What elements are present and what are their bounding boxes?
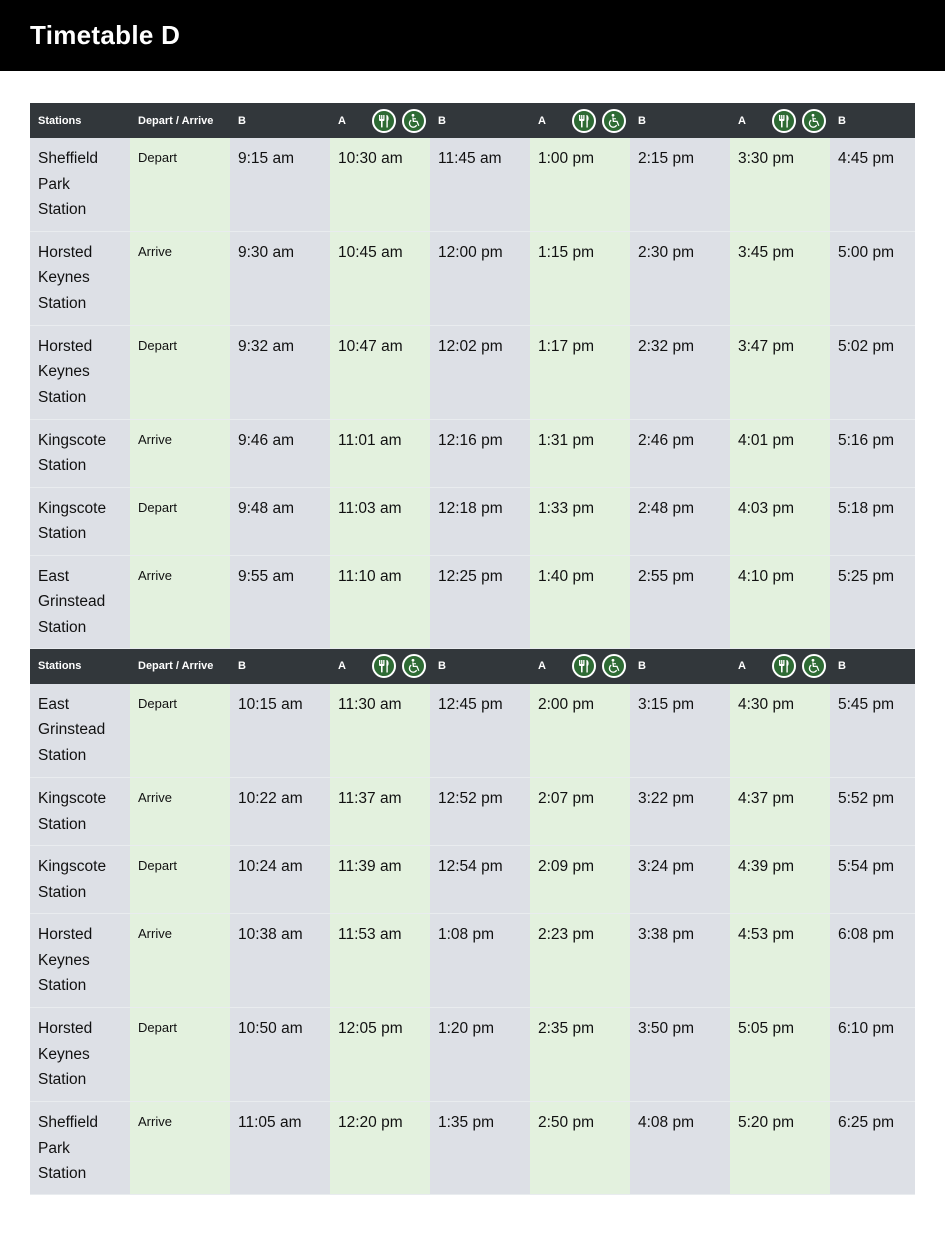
- time-cell: 2:30 pm: [630, 231, 730, 325]
- time-cell: 10:45 am: [330, 231, 430, 325]
- time-cell: 12:20 pm: [330, 1102, 430, 1195]
- table-row: [30, 325, 915, 419]
- cutlery-icon: [572, 109, 596, 133]
- service-letter: A: [538, 114, 546, 127]
- time-cell: 1:20 pm: [430, 1008, 530, 1102]
- table-row: [30, 555, 915, 648]
- cutlery-icon: [772, 654, 796, 678]
- table-row: [30, 914, 915, 1008]
- time-cell: 12:54 pm: [430, 846, 530, 914]
- time-cell: 11:37 am: [330, 778, 430, 846]
- service-letter: A: [338, 660, 346, 672]
- table-row: [30, 1008, 915, 1102]
- depart-arrive-label: Depart: [130, 846, 230, 914]
- header-stations: Stations: [38, 114, 82, 127]
- time-cell: 12:25 pm: [430, 555, 530, 648]
- station-name: Kingscote Station: [30, 778, 130, 846]
- depart-arrive-label: Arrive: [130, 555, 230, 648]
- time-cell: 12:02 pm: [430, 325, 530, 419]
- time-cell: 5:02 pm: [830, 325, 915, 419]
- header-service: [330, 103, 430, 138]
- station-name: Horsted Keynes Station: [30, 325, 130, 419]
- time-cell: 1:17 pm: [530, 325, 630, 419]
- time-cell: 10:47 am: [330, 325, 430, 419]
- service-letter: B: [438, 114, 446, 127]
- station-name: Kingscote Station: [30, 419, 130, 487]
- time-cell: 2:46 pm: [630, 419, 730, 487]
- cutlery-icon: [372, 109, 396, 133]
- time-cell: 4:39 pm: [730, 846, 830, 914]
- time-cell: 4:08 pm: [630, 1102, 730, 1195]
- time-cell: 11:45 am: [430, 138, 530, 231]
- depart-arrive-label: Depart: [130, 1008, 230, 1102]
- station-name: Horsted Keynes Station: [30, 914, 130, 1008]
- time-cell: 12:00 pm: [430, 231, 530, 325]
- depart-arrive-label: Depart: [130, 487, 230, 555]
- time-cell: 1:31 pm: [530, 419, 630, 487]
- timetable-table: [30, 103, 915, 649]
- time-cell: 5:18 pm: [830, 487, 915, 555]
- depart-arrive-label: Depart: [130, 138, 230, 231]
- table-row: [30, 231, 915, 325]
- time-cell: 10:24 am: [230, 846, 330, 914]
- time-cell: 9:48 am: [230, 487, 330, 555]
- time-cell: 4:37 pm: [730, 778, 830, 846]
- depart-arrive-label: Arrive: [130, 419, 230, 487]
- timetable-table: [30, 649, 915, 1196]
- time-cell: 2:32 pm: [630, 325, 730, 419]
- time-cell: 4:53 pm: [730, 914, 830, 1008]
- header-service: [730, 103, 830, 138]
- header-service: [330, 649, 430, 684]
- time-cell: 5:54 pm: [830, 846, 915, 914]
- header-service: [830, 649, 915, 684]
- header-depart-arrive: Depart / Arrive: [138, 660, 214, 672]
- page-header: [0, 0, 945, 71]
- service-letter: B: [438, 660, 446, 672]
- time-cell: 2:50 pm: [530, 1102, 630, 1195]
- wheelchair-icon: [602, 654, 626, 678]
- header-service: [530, 649, 630, 684]
- service-letter: B: [838, 660, 846, 672]
- time-cell: 10:22 am: [230, 778, 330, 846]
- service-letter: B: [638, 114, 646, 127]
- station-name: East Grinstead Station: [30, 684, 130, 778]
- time-cell: 5:20 pm: [730, 1102, 830, 1195]
- time-cell: 12:05 pm: [330, 1008, 430, 1102]
- table-row: [30, 138, 915, 231]
- table-row: [30, 487, 915, 555]
- time-cell: 1:08 pm: [430, 914, 530, 1008]
- time-cell: 5:00 pm: [830, 231, 915, 325]
- time-cell: 3:22 pm: [630, 778, 730, 846]
- time-cell: 3:45 pm: [730, 231, 830, 325]
- station-name: Kingscote Station: [30, 846, 130, 914]
- time-cell: 5:05 pm: [730, 1008, 830, 1102]
- time-cell: 1:00 pm: [530, 138, 630, 231]
- service-letter: A: [738, 660, 746, 672]
- header-service: [630, 649, 730, 684]
- depart-arrive-label: Arrive: [130, 778, 230, 846]
- time-cell: 2:09 pm: [530, 846, 630, 914]
- time-cell: 4:03 pm: [730, 487, 830, 555]
- service-letter: A: [338, 114, 346, 127]
- time-cell: 4:45 pm: [830, 138, 915, 231]
- service-letter: B: [838, 114, 846, 127]
- header-service: [230, 103, 330, 138]
- time-cell: 3:50 pm: [630, 1008, 730, 1102]
- time-cell: 2:15 pm: [630, 138, 730, 231]
- time-cell: 1:35 pm: [430, 1102, 530, 1195]
- depart-arrive-label: Arrive: [130, 231, 230, 325]
- header-depart-arrive: Depart / Arrive: [138, 114, 214, 127]
- time-cell: 1:33 pm: [530, 487, 630, 555]
- time-cell: 12:18 pm: [430, 487, 530, 555]
- time-cell: 9:30 am: [230, 231, 330, 325]
- station-name: Sheffield Park Station: [30, 1102, 130, 1195]
- time-cell: 3:24 pm: [630, 846, 730, 914]
- table-row: [30, 419, 915, 487]
- header-service: [230, 649, 330, 684]
- table-header-row: [30, 649, 915, 684]
- time-cell: 2:55 pm: [630, 555, 730, 648]
- time-cell: 6:10 pm: [830, 1008, 915, 1102]
- time-cell: 5:52 pm: [830, 778, 915, 846]
- wheelchair-icon: [802, 654, 826, 678]
- time-cell: 12:52 pm: [430, 778, 530, 846]
- time-cell: 11:53 am: [330, 914, 430, 1008]
- station-name: Sheffield Park Station: [30, 138, 130, 231]
- header-service: [730, 649, 830, 684]
- time-cell: 2:00 pm: [530, 684, 630, 778]
- time-cell: 3:15 pm: [630, 684, 730, 778]
- time-cell: 3:38 pm: [630, 914, 730, 1008]
- wheelchair-icon: [402, 109, 426, 133]
- time-cell: 6:08 pm: [830, 914, 915, 1008]
- time-cell: 2:23 pm: [530, 914, 630, 1008]
- header-service: [830, 103, 915, 138]
- cutlery-icon: [772, 109, 796, 133]
- time-cell: 1:15 pm: [530, 231, 630, 325]
- time-cell: 5:16 pm: [830, 419, 915, 487]
- time-cell: 5:25 pm: [830, 555, 915, 648]
- wheelchair-icon: [402, 654, 426, 678]
- time-cell: 11:01 am: [330, 419, 430, 487]
- service-letter: A: [538, 660, 546, 672]
- time-cell: 3:30 pm: [730, 138, 830, 231]
- header-service: [430, 103, 530, 138]
- time-cell: 11:05 am: [230, 1102, 330, 1195]
- table-header-row: [30, 103, 915, 138]
- time-cell: 10:50 am: [230, 1008, 330, 1102]
- time-cell: 12:45 pm: [430, 684, 530, 778]
- time-cell: 9:55 am: [230, 555, 330, 648]
- time-cell: 5:45 pm: [830, 684, 915, 778]
- table-row: [30, 778, 915, 846]
- time-cell: 6:25 pm: [830, 1102, 915, 1195]
- time-cell: 4:01 pm: [730, 419, 830, 487]
- cutlery-icon: [572, 654, 596, 678]
- time-cell: 2:07 pm: [530, 778, 630, 846]
- timetable-container: [30, 103, 915, 1195]
- time-cell: 9:46 am: [230, 419, 330, 487]
- depart-arrive-label: Arrive: [130, 1102, 230, 1195]
- time-cell: 11:30 am: [330, 684, 430, 778]
- station-name: East Grinstead Station: [30, 555, 130, 648]
- table-row: [30, 846, 915, 914]
- time-cell: 11:10 am: [330, 555, 430, 648]
- time-cell: 12:16 pm: [430, 419, 530, 487]
- header-stations: Stations: [38, 660, 82, 672]
- time-cell: 9:32 am: [230, 325, 330, 419]
- time-cell: 10:30 am: [330, 138, 430, 231]
- wheelchair-icon: [802, 109, 826, 133]
- service-letter: B: [238, 660, 246, 672]
- time-cell: 11:03 am: [330, 487, 430, 555]
- header-service: [430, 649, 530, 684]
- time-cell: 11:39 am: [330, 846, 430, 914]
- time-cell: 10:38 am: [230, 914, 330, 1008]
- page-title: Timetable D: [30, 20, 181, 50]
- station-name: Kingscote Station: [30, 487, 130, 555]
- time-cell: 4:10 pm: [730, 555, 830, 648]
- table-row: [30, 1102, 915, 1195]
- time-cell: 9:15 am: [230, 138, 330, 231]
- station-name: Horsted Keynes Station: [30, 1008, 130, 1102]
- time-cell: 2:35 pm: [530, 1008, 630, 1102]
- time-cell: 4:30 pm: [730, 684, 830, 778]
- time-cell: 3:47 pm: [730, 325, 830, 419]
- header-service: [530, 103, 630, 138]
- time-cell: 1:40 pm: [530, 555, 630, 648]
- service-letter: B: [238, 114, 246, 127]
- table-row: [30, 684, 915, 778]
- depart-arrive-label: Depart: [130, 684, 230, 778]
- depart-arrive-label: Depart: [130, 325, 230, 419]
- depart-arrive-label: Arrive: [130, 914, 230, 1008]
- header-service: [630, 103, 730, 138]
- station-name: Horsted Keynes Station: [30, 231, 130, 325]
- time-cell: 10:15 am: [230, 684, 330, 778]
- service-letter: B: [638, 660, 646, 672]
- wheelchair-icon: [602, 109, 626, 133]
- service-letter: A: [738, 114, 746, 127]
- time-cell: 2:48 pm: [630, 487, 730, 555]
- cutlery-icon: [372, 654, 396, 678]
